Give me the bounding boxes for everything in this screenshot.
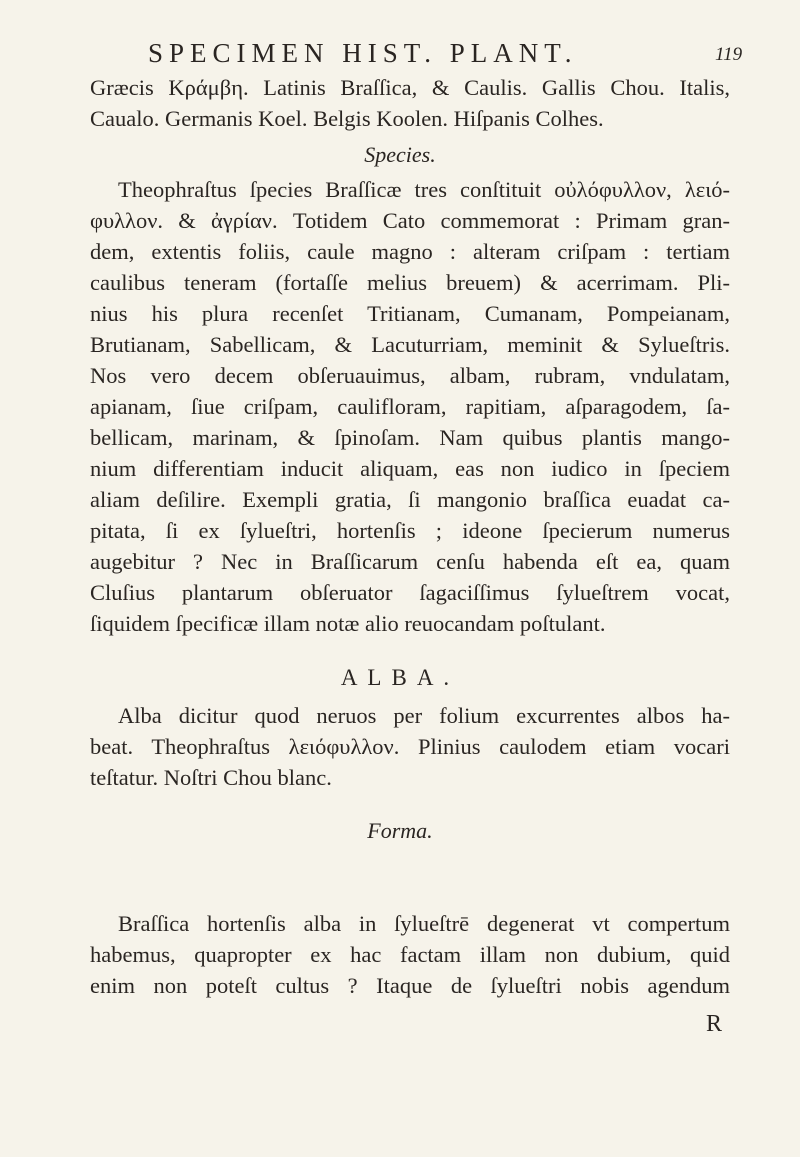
intro-paragraph: [90, 72, 730, 134]
section-heading-forma: Forma.: [367, 818, 433, 843]
page-header: [0, 36, 800, 72]
text-line: Brutianam, Sabellicam, & Lacuturriam, meminit & Sylueſtris.: [90, 332, 730, 357]
text-line: apianam, ſiue criſpam, caulifloram, rapitiam, aſparagodem, ſa-: [90, 394, 730, 419]
running-title: SPECIMEN HIST. PLANT.: [148, 38, 578, 68]
text-line: nius his plura recenſet Tritianam, Cumanam, Pompeianam,: [90, 301, 730, 326]
text-line: Caualo. Germanis Koel. Belgis Koolen. Hiſpanis Colhes.: [90, 106, 604, 131]
text-line: Theophraſtus ſpecies Braſſicæ tres conſtituit οὐλόφυλλον, λειό-: [118, 177, 730, 202]
alba-paragraph: [90, 700, 730, 793]
text-line: habemus, quapropter ex hac factam illam non dubium, quid: [90, 942, 730, 967]
text-line: augebitur ? Nec in Braſſicarum cenſu habenda eſt ea, quam: [90, 549, 730, 574]
section-heading-alba: ALBA.: [340, 665, 460, 690]
text-line: Braſſica hortenſis alba in ſylueſtrē degenerat vt compertum: [118, 911, 730, 936]
page-number: 119: [715, 44, 743, 65]
text-line: Græcis Κράμβη. Latinis Braſſica, & Caulis. Gallis Chou. Italis,: [90, 75, 730, 100]
text-line: teſtatur. Noſtri Chou blanc.: [90, 765, 332, 790]
forma-paragraph: [90, 908, 730, 1001]
species-paragraph: [90, 174, 730, 639]
text-line: ſiquidem ſpecificæ illam notæ alio reuocandam poſtulant.: [90, 611, 606, 636]
text-line: Nos vero decem obſeruauimus, albam, rubram, vndulatam,: [90, 363, 730, 388]
text-line: Alba dicitur quod neruos per folium excurrentes albos ha-: [118, 703, 730, 728]
text-line: nium differentiam inducit aliquam, eas non iudico in ſpeciem: [90, 456, 730, 481]
text-line: caulibus teneram (fortaſſe melius breuem) & acerrimam. Pli-: [90, 270, 730, 295]
text-line: aliam deſilire. Exempli gratia, ſi mangonio braſſica euadat ca-: [90, 487, 730, 512]
text-line: φυλλον. & ἀγρίαν. Totidem Cato commemorat : Primam gran-: [90, 208, 730, 233]
text-line: Cluſius plantarum obſeruator ſagaciſſimus ſylueſtrem vocat,: [90, 580, 730, 605]
catchword: R: [706, 1011, 723, 1037]
text-line: enim non poteſt cultus ? Itaque de ſylueſtri nobis agendum: [90, 973, 730, 998]
section-heading-species: Species.: [364, 142, 436, 167]
text-line: dem, extentis foliis, caule magno : alteram criſpam : tertiam: [90, 239, 730, 264]
text-line: pitata, ſi ex ſylueſtri, hortenſis ; ideone ſpecierum numerus: [90, 518, 730, 543]
text-line: beat. Theophraſtus λειόφυλλον. Plinius caulodem etiam vocari: [90, 734, 730, 759]
text-line: bellicam, marinam, & ſpinoſam. Nam quibus plantis mango-: [90, 425, 730, 450]
